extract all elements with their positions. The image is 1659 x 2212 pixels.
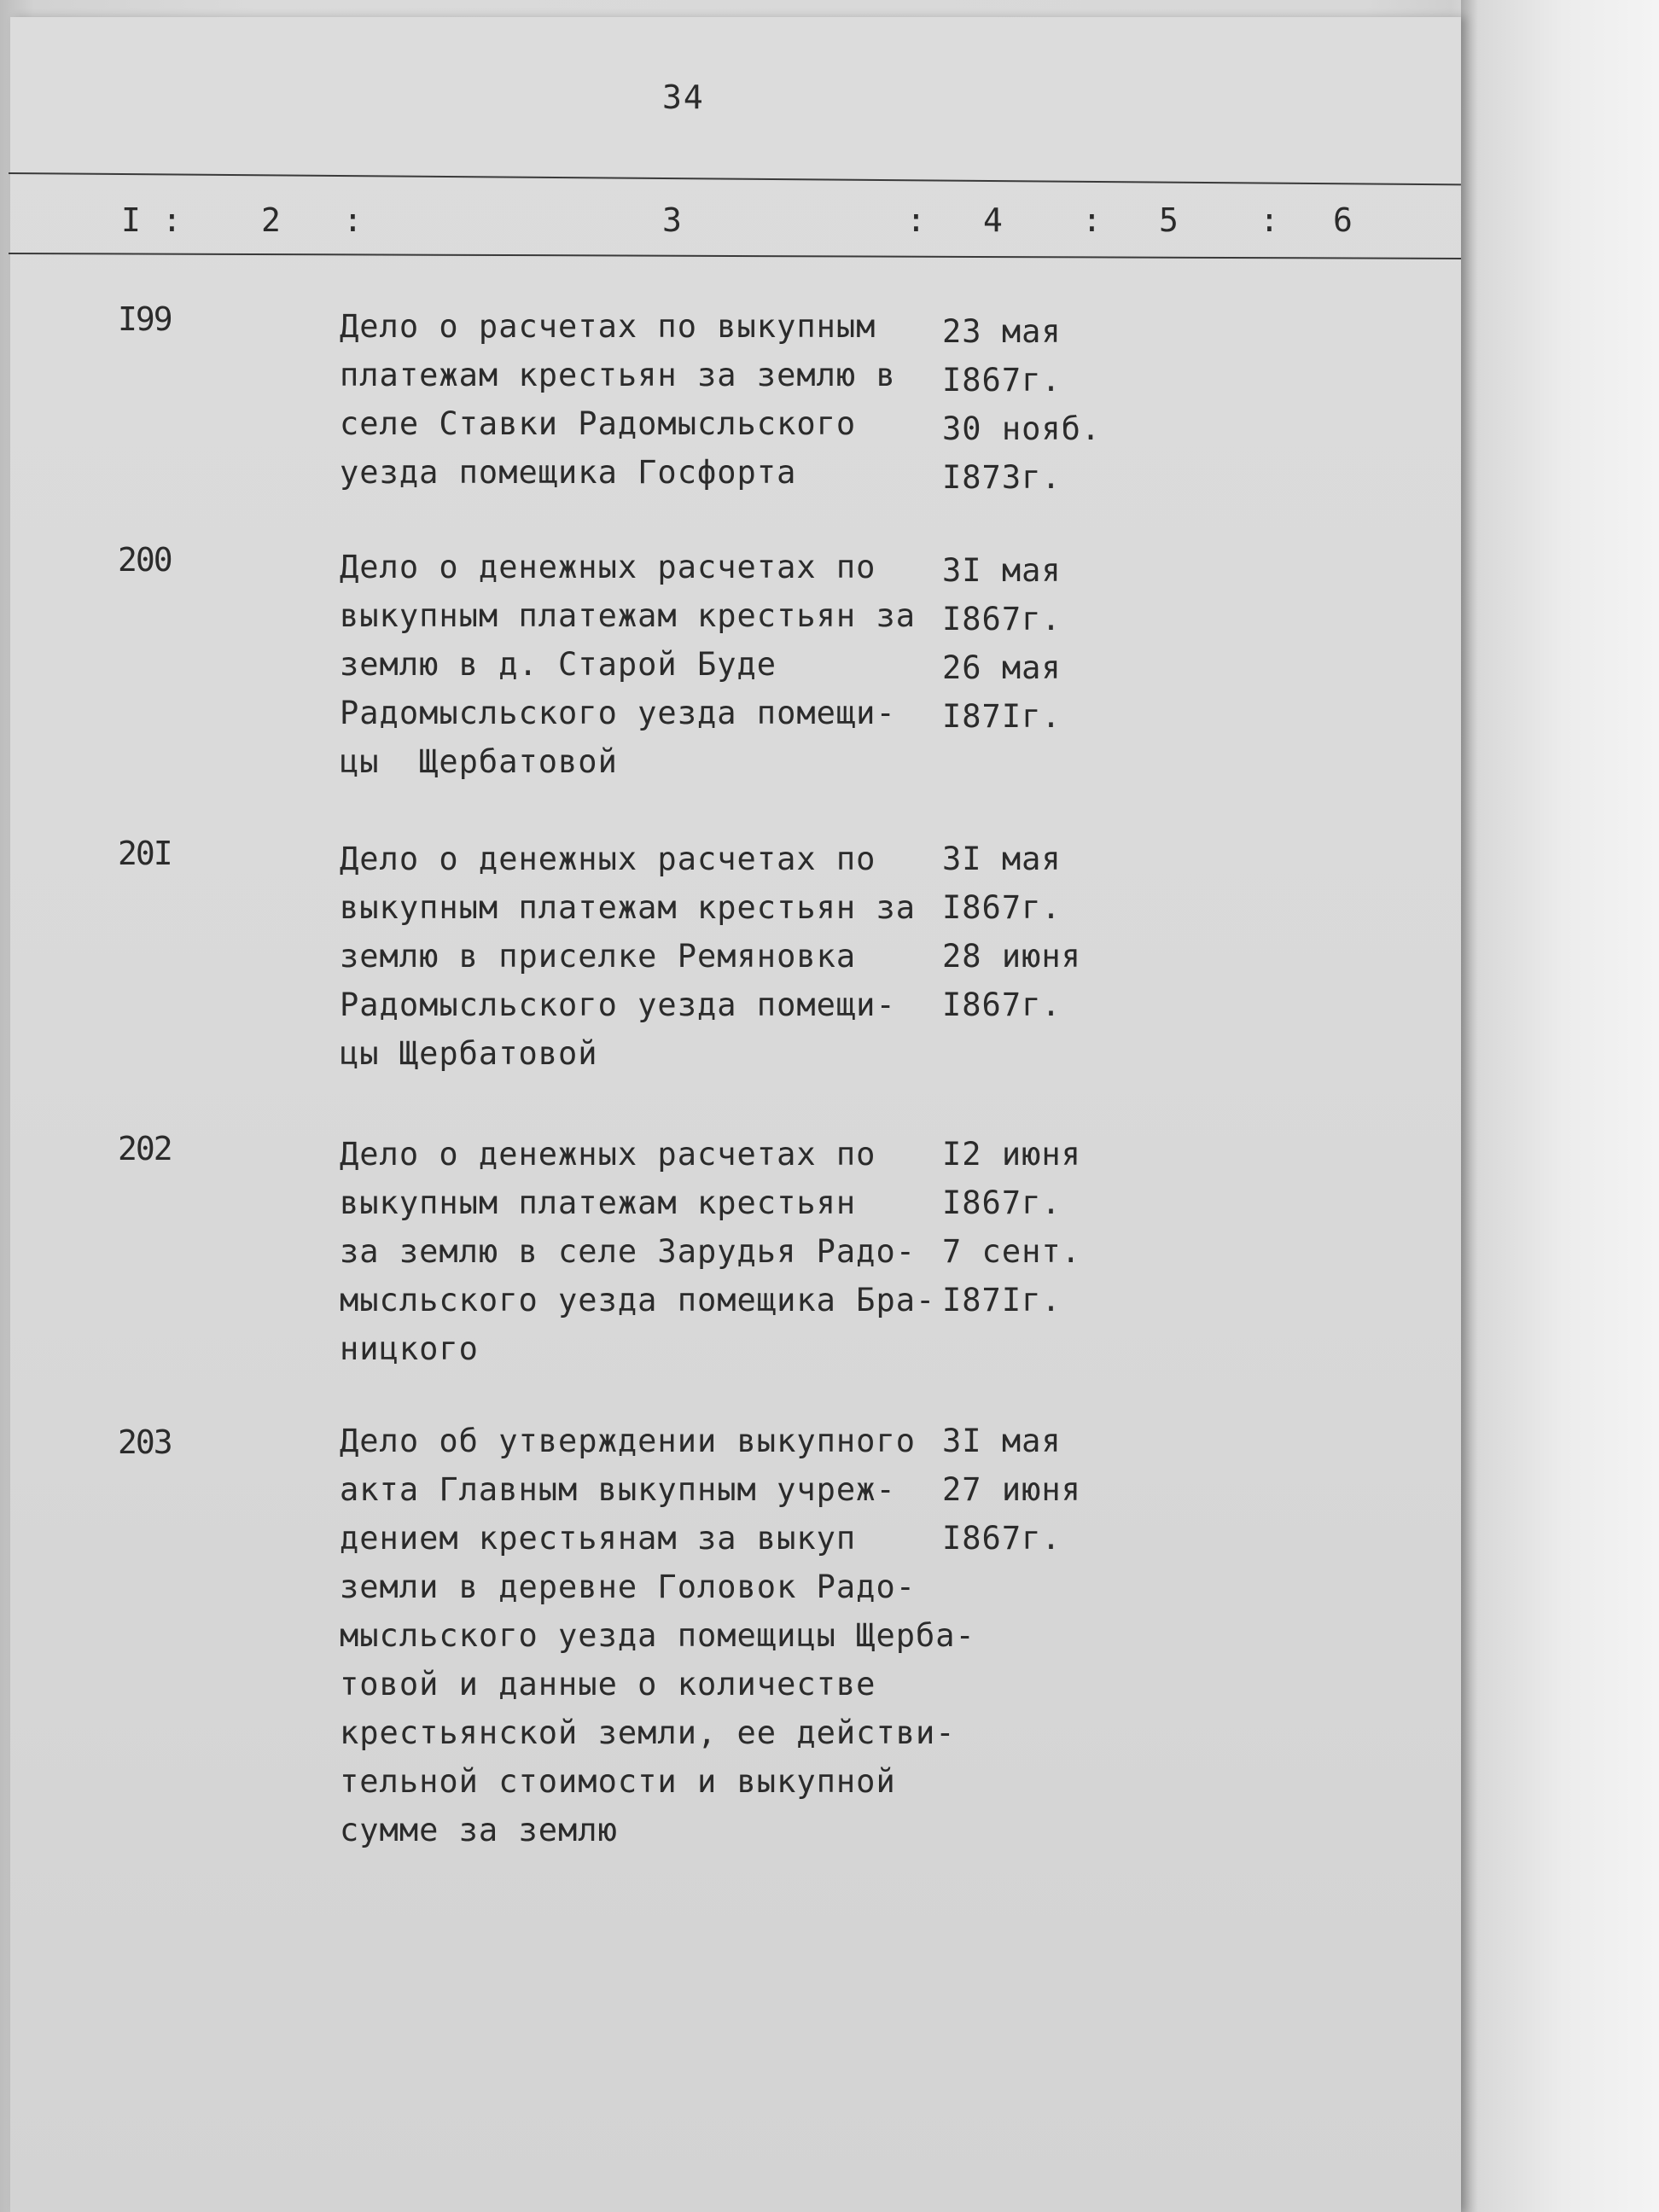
entry-number: 200	[118, 541, 172, 579]
header-col-6: 6	[1333, 201, 1353, 239]
header-separator: :	[162, 201, 182, 239]
page-number: 34	[662, 79, 705, 116]
header-separator: :	[1082, 201, 1102, 239]
header-col-2: 2	[261, 201, 281, 239]
entry-number: 203	[118, 1423, 172, 1461]
entry-number: I99	[118, 300, 172, 338]
entry-description: Дело о денежных расчетах по выкупным платежам крестьян за землю в д. Старой Буде Радомысльского уезда помещи- цы Щербатовой	[340, 549, 917, 780]
header-separator: :	[906, 201, 926, 239]
header-separator: :	[1260, 201, 1279, 239]
entry-number: 20I	[118, 835, 172, 872]
entry-description: Дело о расчетах по выкупным платежам крестьян за землю в селе Ставки Радомысльского уезда помещика Госфорта	[340, 308, 896, 491]
header-col-5: 5	[1159, 201, 1179, 239]
entry-dates: 3I мая I867г. 28 июня I867г.	[942, 841, 1081, 1023]
entry-dates: 23 мая I867г. 30 нояб. I873г.	[942, 313, 1102, 496]
entry-dates: 3I мая 27 июня I867г.	[942, 1423, 1081, 1557]
entry-description: Дело об утверждении выкупного акта Главным выкупным учреж- дением крестьянам за выкуп земли в деревне Головок Радо- мысльского уезда помещицы Щерба- товой и данные о количестве крестьянской земли, ее действи- тельной стоимости и выкупной сумме за землю	[340, 1423, 975, 1848]
header-col-3: 3	[662, 201, 682, 239]
header-separator: :	[343, 201, 363, 239]
entry-number: 202	[118, 1130, 172, 1167]
entry-dates: 3I мая I867г. 26 мая I87Iг.	[942, 552, 1062, 735]
underlying-sheet-edge	[1461, 0, 1659, 2212]
entry-description: Дело о денежных расчетах по выкупным платежам крестьян за землю в селе Зарудья Радо- мысльского уезда помещика Бра- ницкого	[340, 1136, 936, 1367]
header-col-4: 4	[983, 201, 1003, 239]
header-col-1: I	[121, 201, 141, 239]
entry-dates: I2 июня I867г. 7 сент. I87Iг.	[942, 1136, 1081, 1318]
entry-description: Дело о денежных расчетах по выкупным платежам крестьян за землю в приселке Ремяновка Радомысльского уезда помещи- цы Щербатовой	[340, 841, 917, 1072]
